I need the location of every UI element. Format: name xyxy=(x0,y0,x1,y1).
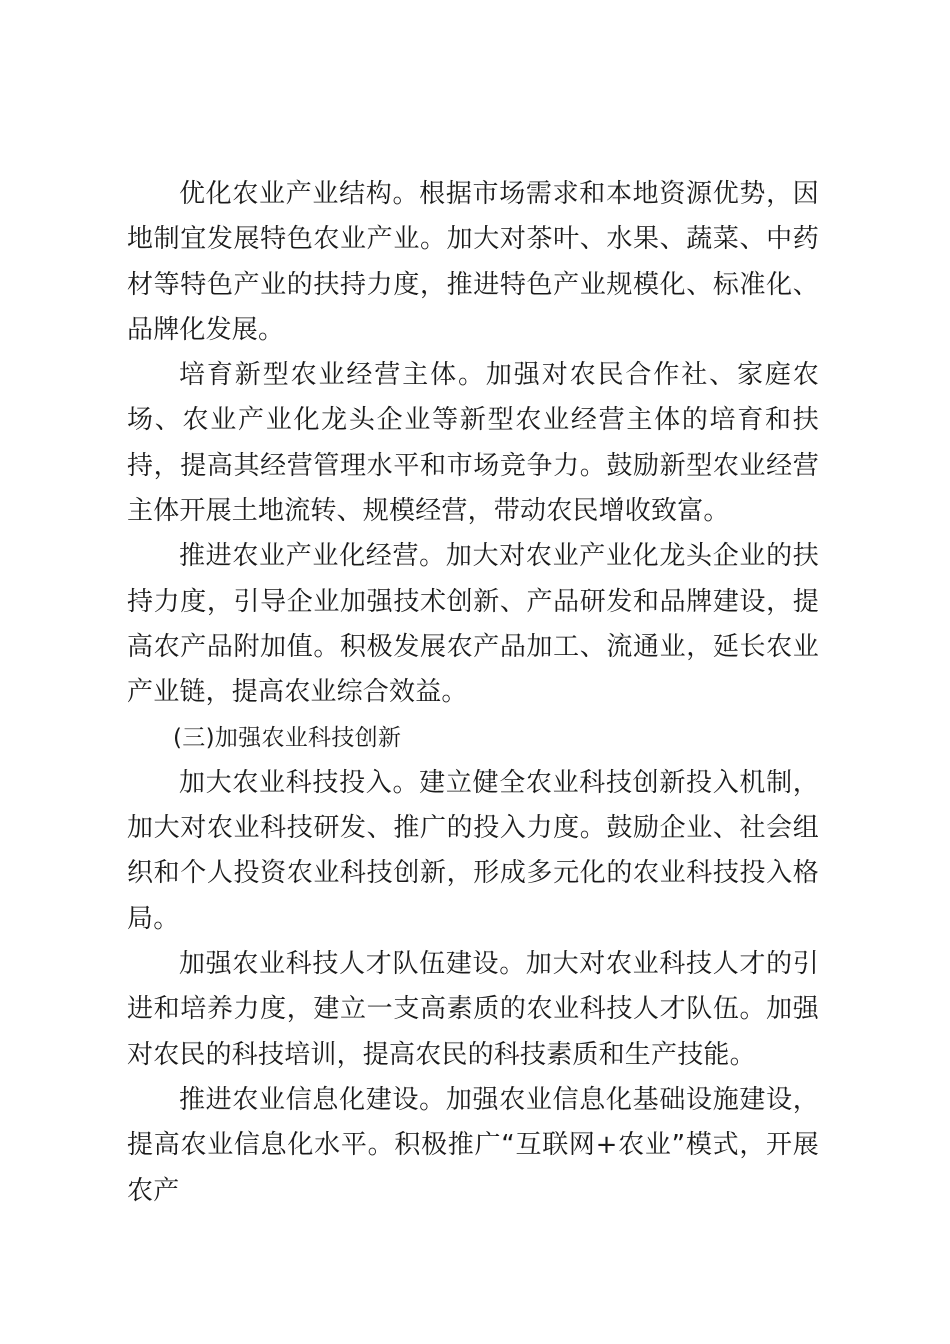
paragraph-optimize-industry-structure: 优化农业产业结构。根据市场需求和本地资源优势，因地制宜发展特色农业产业。加大对茶叶、水果、蔬菜、中药材等特色产业的扶持力度，推进特色产业规模化、标准化、品牌化发展。 xyxy=(127,179,819,345)
paragraph-industrialized-operation: 推进农业产业化经营。加大对农业产业化龙头企业的扶持力度，引导企业加强技术创新、产品研发和品牌建设，提高农产品附加值。积极发展农产品加工、流通业，延长农业产业链，提高农业综合效益。 xyxy=(127,541,819,708)
paragraph-tech-talent: 加强农业科技人才队伍建设。加大对农业科技人才的引进和培养力度，建立一支高素质的农业科技人才队伍。加强对农民的科技培训，提高农民的科技素质和生产技能。 xyxy=(127,949,819,1070)
document-body xyxy=(127,172,819,1214)
paragraph-informatization: 推进农业信息化建设。加强农业信息化基础设施建设，提高农业信息化水平。积极推广“互联网+农业”模式，开展农产 xyxy=(127,1084,819,1206)
paragraph-new-business-entities: 培育新型农业经营主体。加强对农民合作社、家庭农场、农业产业化龙头企业等新型农业经营主体的培育和扶持，提高其经营管理水平和市场竞争力。鼓励新型农业经营主体开展土地流转、规模经营，带动农民增收致富。 xyxy=(127,360,819,527)
section-heading: (三)加强农业科技创新 xyxy=(173,724,402,751)
paragraph-tech-investment: 加大农业科技投入。建立健全农业科技创新投入机制，加大对农业科技研发、推广的投入力度。鼓励企业、社会组织和个人投资农业科技创新，形成多元化的农业科技投入格局。 xyxy=(127,767,819,934)
